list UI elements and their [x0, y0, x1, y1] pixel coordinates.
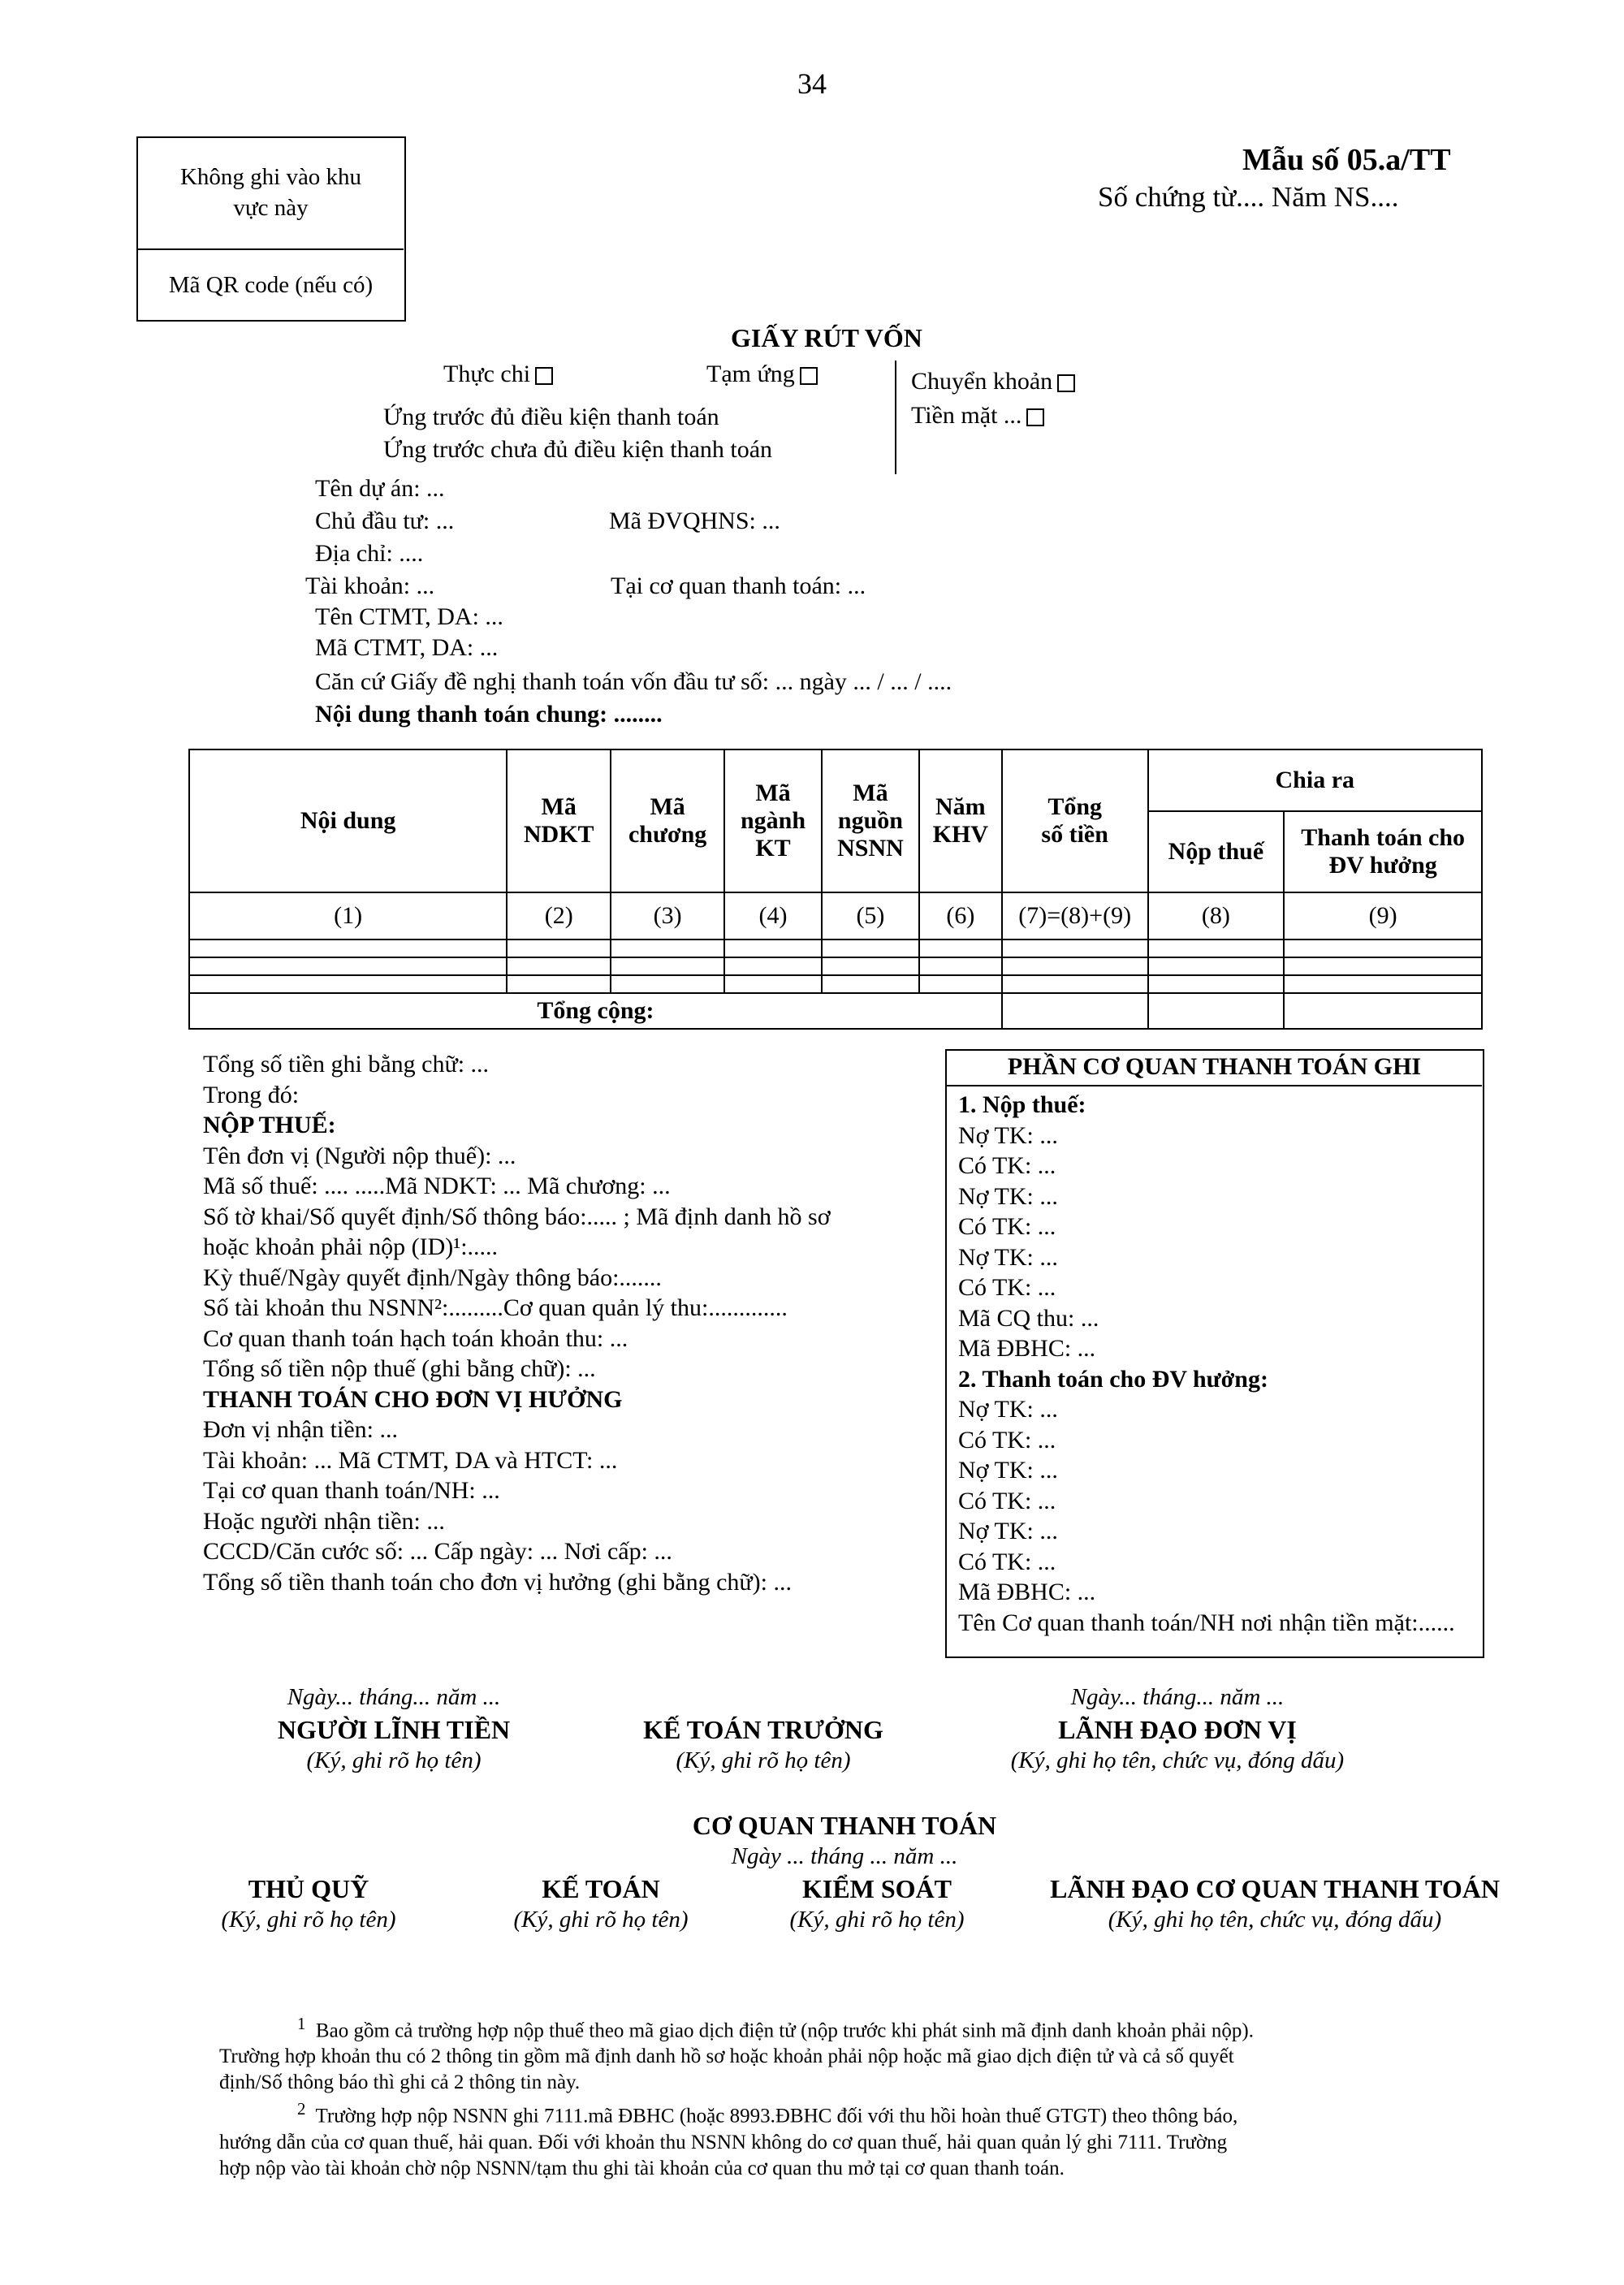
thuc-chi-label: Thực chi [443, 361, 531, 387]
form-line: hoặc khoản phải nộp (ID)¹:..... [203, 1233, 499, 1260]
footnote-1-line-1 [219, 2011, 1486, 2044]
footnote-text: Bao gồm cả trường hợp nộp thuế theo mã giao dịch điện tử (nộp trước khi phát sinh mã định danh khoản phải nộp). [315, 2019, 1255, 2042]
total-tax-cell [1148, 993, 1285, 1029]
kiem-soat-sign-note: (Ký, ghi rõ họ tên) [789, 1907, 965, 1933]
tam-ung-label: Tạm ứng [706, 361, 795, 387]
option-ung-truoc-du: Ứng trước đủ điều kiện thanh toán [383, 404, 719, 430]
header-ma-ndkt: Mã NDKT [507, 749, 611, 892]
option-chuyen-khoan [911, 367, 1075, 396]
form-line: Mã số thuế: .... .....Mã NDKT: ... Mã chương: ... [203, 1173, 671, 1199]
form-code: Mẫu số 05.a/TT [1242, 143, 1451, 177]
total-payee-cell [1284, 993, 1482, 1029]
thu-quy-sign-note: (Ký, ghi rõ họ tên) [221, 1907, 396, 1933]
header-nop-thue: Nộp thuế [1148, 811, 1285, 892]
accounting-line: 2. Thanh toán cho ĐV hưởng: [958, 1365, 1268, 1393]
option-tien-mat [911, 401, 1044, 430]
divider [138, 248, 404, 250]
total-label: Tổng cộng: [189, 993, 1002, 1029]
field-chu-dau-tu: Chủ đầu tư: ... [315, 508, 455, 534]
form-line: Số tờ khai/Số quyết định/Số thông báo:..... ; Mã định danh hồ sơ [203, 1203, 831, 1230]
footnote-1-line-2: Trường hợp khoản thu có 2 thông tin gồm mã định danh hồ sơ hoặc khoản phải nộp hoặc mã giao dịch điện tử và cả số quyết [219, 2045, 1234, 2068]
table-row [189, 975, 1482, 993]
accounting-line: Có TK: ... [958, 1548, 1056, 1575]
form-line: Đơn vị nhận tiền: ... [203, 1416, 398, 1443]
table-row [189, 939, 1482, 957]
lanh-dao-cq-sign-note: (Ký, ghi họ tên, chức vụ, đóng dấu) [1108, 1907, 1442, 1933]
footnote-1-mark: 1 [297, 2014, 306, 2033]
total-amount-cell [1002, 993, 1148, 1029]
header-noi-dung: Nội dung [189, 749, 507, 892]
form-line: Trong đó: [203, 1081, 300, 1108]
footnotes [219, 2011, 1486, 2182]
field-ten-ctmt: Tên CTMT, DA: ... [315, 603, 503, 630]
form-line: Cơ quan thanh toán hạch toán khoản thu: ... [203, 1324, 628, 1352]
accounting-line: Nợ TK: ... [958, 1243, 1058, 1271]
form-line: THANH TOÁN CHO ĐƠN VỊ HƯỞNG [203, 1385, 623, 1413]
nguoi-linh-tien-sign-note: (Ký, ghi rõ họ tên) [306, 1747, 482, 1773]
ke-toan-truong-sign-note: (Ký, ghi rõ họ tên) [676, 1747, 851, 1773]
option-ung-truoc-chua-du: Ứng trước chưa đủ điều kiện thanh toán [383, 436, 773, 463]
payment-office-lines [958, 1090, 1455, 1638]
nguoi-linh-tien-title: NGƯỜI LĨNH TIỀN [277, 1715, 511, 1744]
option-tam-ung [706, 360, 818, 389]
no-write-box [136, 136, 406, 322]
footnote-2-line-2: hướng dẫn của cơ quan thuế, hải quan. Đối với khoản thu NSNN không do cơ quan thuế, hải quan quản lý ghi 7111. Trường [219, 2131, 1228, 2153]
col-number: (3) [611, 892, 724, 939]
col-number: (2) [507, 892, 611, 939]
header-ma-nganh-kt: Mã ngành KT [724, 749, 822, 892]
payment-office-box [945, 1049, 1484, 1658]
accounting-line: Mã ĐBHC: ... [958, 1579, 1096, 1605]
form-line: Tài khoản: ... Mã CTMT, DA và HTCT: ... [203, 1446, 618, 1474]
footnote-1-line-3: định/Số thông báo thì ghi cả 2 thông tin này. [219, 2071, 581, 2094]
field-dia-chi: Địa chỉ: .... [315, 540, 424, 567]
form-line: Tổng số tiền thanh toán cho đơn vị hưởng (ghi bằng chữ): ... [203, 1568, 792, 1596]
tien-mat-label: Tiền mặt ... [911, 402, 1022, 429]
accounting-line: Nợ TK: ... [958, 1182, 1058, 1210]
lanh-dao-don-vi-title: LÃNH ĐẠO ĐƠN VỊ [1058, 1715, 1297, 1744]
footnote-2-line-1 [219, 2096, 1486, 2129]
field-noi-dung-chung: Nội dung thanh toán chung: ........ [315, 701, 663, 728]
field-can-cu: Căn cứ Giấy đề nghị thanh toán vốn đầu tư số: ... ngày ... / ... / .... [315, 668, 952, 695]
col-number: (7)=(8)+(9) [1002, 892, 1148, 939]
accounting-line: Nợ TK: ... [958, 1518, 1058, 1544]
accounting-line: Mã ĐBHC: ... [958, 1335, 1096, 1362]
footnote-text: Trường hợp nộp NSNN ghi 7111.mã ĐBHC (hoặc 8993.ĐBHC đối với thu hồi hoàn thuế GTGT) theo thông báo, [315, 2105, 1238, 2127]
header-chia-ra: Chia ra [1148, 749, 1482, 811]
col-number: (8) [1148, 892, 1285, 939]
divider [947, 1085, 1482, 1086]
page-number: 34 [797, 67, 827, 100]
date-right: Ngày... tháng... năm ... [1070, 1684, 1285, 1710]
co-quan-thanh-toan-title: CƠ QUAN THANH TOÁN [692, 1811, 997, 1840]
header-nam-khv: Năm KHV [919, 749, 1002, 892]
chuyen-khoan-checkbox[interactable] [1057, 374, 1075, 392]
form-line: Tại cơ quan thanh toán/NH: ... [203, 1477, 500, 1504]
tam-ung-checkbox[interactable] [800, 367, 818, 385]
field-tai-co-quan-thanh-toan: Tại cơ quan thanh toán: ... [611, 572, 866, 599]
form-line: Tổng số tiền ghi bằng chữ: ... [203, 1051, 490, 1078]
chuyen-khoan-label: Chuyển khoản [911, 368, 1053, 395]
form-line: Kỳ thuế/Ngày quyết định/Ngày thông báo:....... [203, 1263, 662, 1291]
accounting-line: Có TK: ... [958, 1426, 1056, 1454]
accounting-line: Nợ TK: ... [958, 1457, 1058, 1484]
accounting-line: Có TK: ... [958, 1152, 1056, 1179]
tien-mat-checkbox[interactable] [1026, 408, 1044, 426]
payment-table [188, 749, 1483, 1030]
form-line: Tên đơn vị (Người nộp thuế): ... [203, 1142, 516, 1169]
form-line: CCCD/Căn cước số: ... Cấp ngày: ... Nơi cấp: ... [203, 1538, 672, 1565]
footnote-2-mark: 2 [297, 2099, 306, 2119]
co-quan-date: Ngày ... tháng ... năm ... [731, 1843, 958, 1869]
accounting-line: Nợ TK: ... [958, 1396, 1058, 1423]
form-line: Hoặc người nhận tiền: ... [203, 1507, 445, 1535]
lanh-dao-sign-note: (Ký, ghi họ tên, chức vụ, đóng dấu) [1010, 1747, 1345, 1773]
no-write-line-2: vực này [233, 195, 309, 221]
ke-toan-title: KẾ TOÁN [542, 1874, 660, 1903]
accounting-line: Mã CQ thu: ... [958, 1304, 1099, 1332]
header-thanh-toan-dv-huong: Thanh toán cho ĐV hưởng [1284, 811, 1482, 892]
options-divider [895, 361, 896, 474]
header-tong-so-tien: Tổng số tiền [1002, 749, 1148, 892]
col-number: (5) [822, 892, 919, 939]
no-write-line-1: Không ghi vào khu [179, 164, 362, 190]
field-tai-khoan: Tài khoản: ... [305, 572, 435, 599]
accounting-line: Nợ TK: ... [958, 1121, 1058, 1149]
thu-quy-title: THỦ QUỸ [248, 1874, 369, 1903]
table-row [189, 957, 1482, 975]
col-number: (9) [1284, 892, 1482, 939]
col-number: (1) [189, 892, 507, 939]
qr-code-label: Mã QR code (nếu có) [168, 272, 374, 298]
doc-number-line: Số chứng từ.... Năm NS.... [1098, 181, 1399, 213]
lanh-dao-cq-title: LÃNH ĐẠO CƠ QUAN THANH TOÁN [1050, 1874, 1500, 1903]
accounting-line: Tên Cơ quan thanh toán/NH nơi nhận tiền mặt:...... [958, 1609, 1455, 1636]
header-ma-chuong: Mã chương [611, 749, 724, 892]
thuc-chi-checkbox[interactable] [535, 367, 553, 385]
accounting-line: Có TK: ... [958, 1213, 1056, 1240]
accounting-line: Có TK: ... [958, 1487, 1056, 1514]
form-title: GIẤY RÚT VỐN [731, 323, 922, 352]
kiem-soat-title: KIỂM SOÁT [801, 1874, 952, 1903]
form-line: Số tài khoản thu NSNN²:.........Cơ quan quản lý thu:............. [203, 1294, 788, 1321]
field-ma-dvqhns: Mã ĐVQHNS: ... [609, 508, 780, 534]
field-ma-ctmt: Mã CTMT, DA: ... [315, 634, 499, 661]
form-line: NỘP THUẾ: [203, 1112, 336, 1138]
tax-and-payee-section [203, 1049, 934, 1597]
option-thuc-chi [443, 360, 553, 389]
form-line: Tổng số tiền nộp thuế (ghi bằng chữ): ... [203, 1355, 596, 1382]
ke-toan-sign-note: (Ký, ghi rõ họ tên) [513, 1907, 689, 1933]
accounting-line: Có TK: ... [958, 1274, 1056, 1301]
accounting-line: 1. Nộp thuế: [958, 1091, 1086, 1118]
col-number: (4) [724, 892, 822, 939]
footnote-2-line-3: hợp nộp vào tài khoản chờ nộp NSNN/tạm thu ghi tài khoản của cơ quan thu mở tại cơ quan thanh toán. [219, 2157, 1065, 2179]
payment-office-header: PHẦN CƠ QUAN THANH TOÁN GHI [1007, 1053, 1422, 1080]
ke-toan-truong-title: KẾ TOÁN TRƯỞNG [643, 1715, 883, 1744]
field-ten-du-an: Tên dự án: ... [315, 475, 445, 502]
col-number: (6) [919, 892, 1002, 939]
header-ma-nguon-nsnn: Mã nguồn NSNN [822, 749, 919, 892]
date-left: Ngày... tháng... năm ... [287, 1684, 501, 1710]
